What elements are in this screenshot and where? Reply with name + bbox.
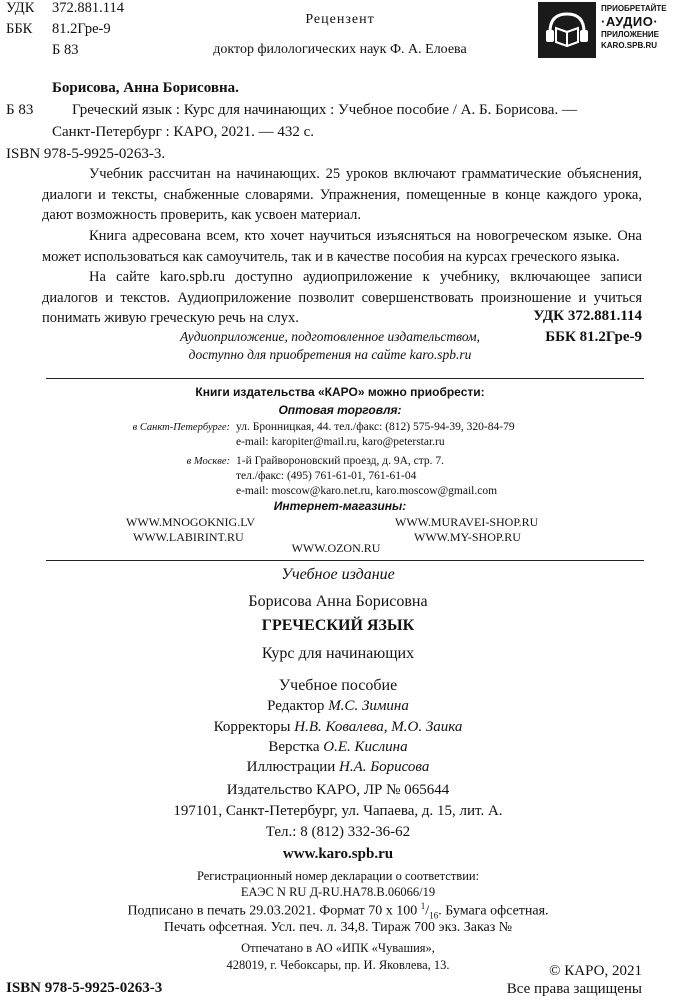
- correctors-label: Корректоры: [213, 719, 291, 735]
- msk-email: e-mail: moscow@karo.net.ru, karo.moscow@gmail.com: [236, 485, 498, 497]
- msk-address: 1-й Грайвороновский проезд, д. 9А, стр. 7.: [236, 455, 445, 467]
- audio-note-line-2: доступно для приобретения на сайте karo.spb.ru: [188, 347, 472, 362]
- format-numerator: 1: [420, 901, 426, 911]
- bbk-value-top: 81.2Гре-9: [52, 21, 111, 37]
- print-details-line: Печать офсетная. Усл. печ. л. 34,8. Тираж 700 экз. Заказ №: [163, 920, 513, 935]
- registration-line-1: Регистрационный номер декларации о соответствии:: [196, 869, 480, 883]
- publisher-address: 197101, Санкт-Петербург, ул. Чапаева, д. 15, лит. А.: [173, 803, 503, 819]
- edition-type: Учебное издание: [281, 566, 395, 583]
- annotation-paragraph-1: Учебник рассчитан на начинающих. 25 уроков включают грамматические объяснения, диалоги и тексты, снабженные словарями. Упражнения, помещенные в конце каждого урока, дают возможность проверить, как усвоен материал.: [42, 166, 642, 223]
- logo-line-2: ·АУДИО·: [601, 14, 659, 29]
- reviewer-name: доктор филологических наук Ф. А. Елоева: [213, 42, 467, 57]
- format-separator: /: [425, 903, 430, 919]
- correctors-names: Н.В. Ковалева, М.О. Заика: [294, 719, 463, 735]
- illustrations-label: Иллюстрации: [246, 759, 336, 775]
- correctors-line: [138, 719, 538, 736]
- bib-line-1: Греческий язык : Курс для начинающих : Учебное пособие / А. Б. Борисова. —: [72, 102, 577, 118]
- shop-link-mnogoknig[interactable]: WWW.MNOGOKNIG.LV: [126, 515, 256, 529]
- signed-part-2: . Бумага офсетная.: [438, 903, 549, 919]
- footer-copyright: © КАРО, 2021: [549, 963, 642, 979]
- illustrations-line: [138, 759, 538, 776]
- spb-email: e-mail: karopiter@mail.ru, karo@peterstar.ru: [236, 436, 445, 448]
- logo-line-4: KARO.SPB.RU: [601, 41, 658, 50]
- online-shops-heading: Интернет-магазины:: [273, 499, 407, 513]
- format-denominator: 16: [429, 910, 439, 921]
- bbk-label-top: ББК: [6, 21, 33, 37]
- footer-isbn: ISBN 978-5-9925-0263-3: [6, 980, 163, 996]
- bib-isbn: ISBN 978-5-9925-0263-3.: [6, 146, 166, 162]
- divider-top: [46, 378, 644, 379]
- imprint-author: Борисова Анна Борисовна: [248, 593, 428, 610]
- publisher-website[interactable]: www.karo.spb.ru: [282, 846, 394, 862]
- publisher-line: Издательство КАРО, ЛР № 065644: [226, 782, 450, 798]
- shop-link-labirint[interactable]: WWW.LABIRINT.RU: [133, 530, 244, 544]
- shop-link-ozon[interactable]: WWW.OZON.RU: [291, 541, 381, 555]
- layout-line: [138, 739, 538, 756]
- editor-name: М.С. Зимина: [328, 698, 409, 714]
- headphones-book-icon: [538, 2, 596, 58]
- layout-label: Верстка: [268, 739, 320, 755]
- distribution-heading: Книги издательства «КАРО» можно приобрести:: [195, 385, 485, 399]
- bbk-code-right: ББК 81.2Гре-9: [545, 329, 642, 345]
- bib-line-2: Санкт-Петербург : КАРО, 2021. — 432 с.: [52, 124, 315, 140]
- reviewer-heading: Рецензент: [305, 12, 375, 27]
- wholesale-heading: Оптовая торговля:: [278, 403, 402, 417]
- udk-value-top: 372.881.114: [52, 0, 124, 16]
- audio-promo-logo[interactable]: [538, 2, 666, 58]
- annotation-paragraph-3: На сайте karo.spb.ru доступно аудиоприложение к учебнику, включающее записи диалогов и текстов. Аудиоприложение позволит совершенствовать произношение и учиться понимать живую греческую речь на слух.: [42, 269, 642, 326]
- msk-label: в Москве:: [186, 456, 230, 467]
- udk-label-top: УДК: [6, 0, 35, 16]
- annotation-paragraph-2: Книга адресована всем, кто хочет научиться изъясняться на новогреческом языке. Она может использоваться как самоучитель, так и в качестве пособия на курсах греческого языка.: [42, 228, 642, 265]
- footer-rights: Все права защищены: [506, 981, 642, 997]
- spb-address: ул. Бронницкая, 44. тел./факс: (812) 575-94-39, 320-84-79: [236, 421, 515, 433]
- printed-by-line-1: Отпечатано в АО «ИПК «Чувашия»,: [241, 941, 435, 955]
- registration-line-2: ЕАЭС N RU Д-RU.HA78.B.06066/19: [240, 885, 436, 899]
- spb-label: в Санкт-Петербурге:: [132, 422, 230, 433]
- layout-name: О.Е. Кислина: [323, 739, 408, 755]
- illustrations-name: Н.А. Борисова: [339, 759, 430, 775]
- divider-bottom: [46, 560, 644, 561]
- logo-line-1: ПРИОБРЕТАЙТЕ: [601, 4, 667, 13]
- editor-label: Редактор: [267, 698, 325, 714]
- bib-author: Борисова, Анна Борисовна.: [52, 80, 239, 96]
- printed-by-line-2: 428019, г. Чебоксары, пр. И. Яковлева, 13.: [226, 958, 450, 972]
- msk-phone: тел./факс: (495) 761-61-01, 761-61-04: [236, 470, 417, 482]
- book-subtitle: Курс для начинающих: [261, 645, 415, 662]
- author-mark-top: Б 83: [52, 42, 79, 58]
- audio-note-line-1: Аудиоприложение, подготовленное издательством,: [179, 329, 481, 344]
- udk-code-right: УДК 372.881.114: [533, 308, 642, 324]
- editor-line: [138, 698, 538, 715]
- book-type: Учебное пособие: [278, 677, 398, 694]
- book-title: ГРЕЧЕСКИЙ ЯЗЫК: [261, 617, 415, 634]
- logo-line-3: ПРИЛОЖЕНИЕ: [601, 30, 659, 39]
- signed-part-1: Подписано в печать 29.03.2021. Формат 70 х 100: [127, 903, 421, 919]
- publisher-phone: Тел.: 8 (812) 332-36-62: [265, 824, 411, 840]
- shop-link-myshop[interactable]: WWW.MY-SHOP.RU: [414, 530, 521, 544]
- signed-line: [60, 901, 616, 920]
- bib-mark: Б 83: [6, 102, 34, 118]
- shop-link-muravei[interactable]: WWW.MURAVEI-SHOP.RU: [395, 515, 539, 529]
